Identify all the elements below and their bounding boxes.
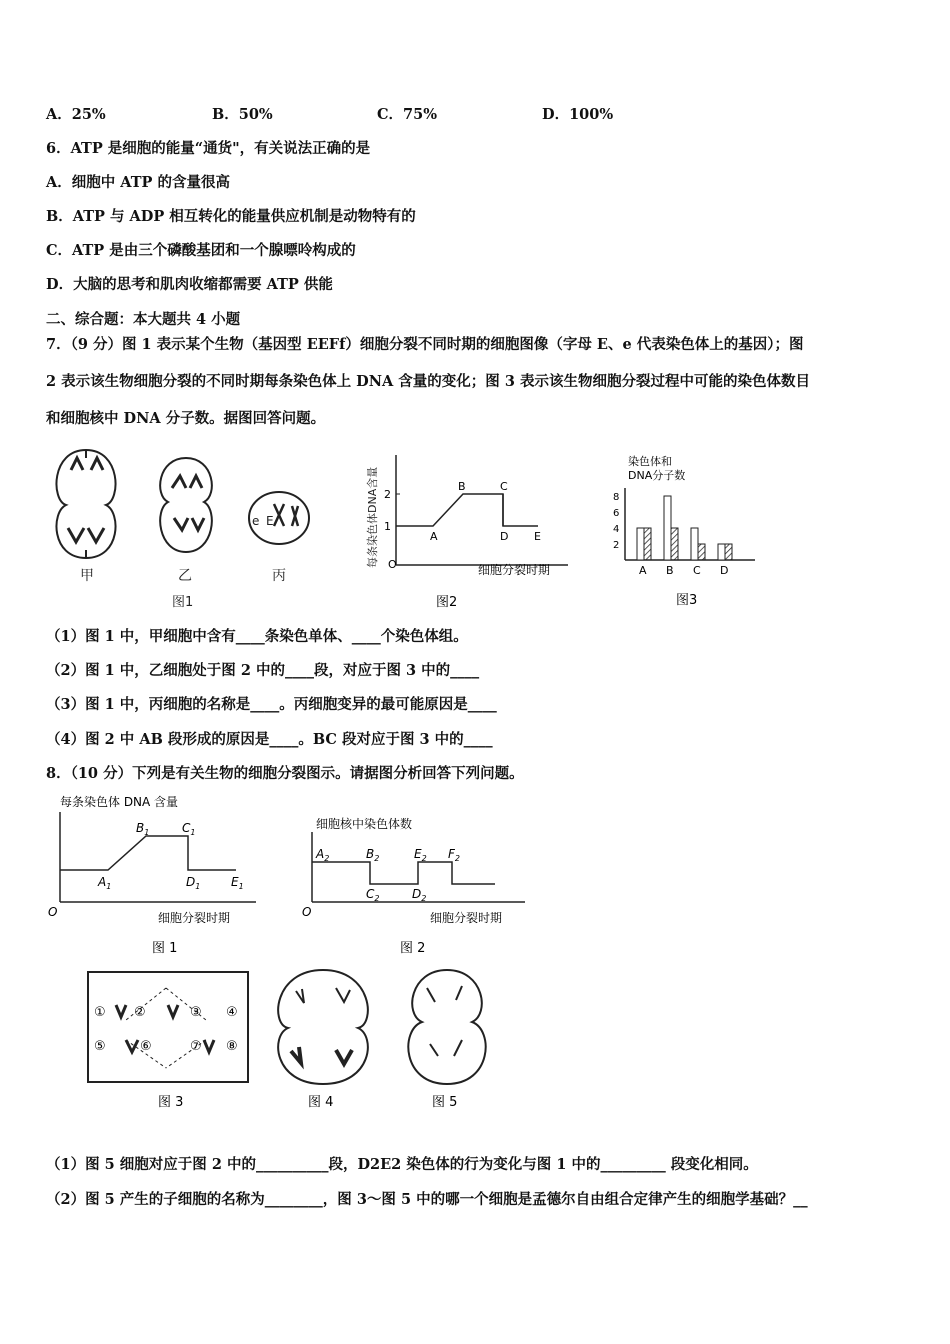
fig3-xtick-D: D — [720, 564, 729, 577]
q8-fig2-point-e: $E_2$ — [414, 847, 427, 863]
q7-stem-line-3: 和细胞核中 DNA 分子数。据图回答问题。 — [46, 410, 326, 427]
q7-fig2-caption: 图2 — [436, 595, 458, 610]
q5-option-b: B．50% — [212, 106, 273, 123]
fig3-bar-D-dna — [725, 544, 732, 560]
fig2-tick-2: 2 — [384, 488, 391, 501]
fig3-label-4: ④ — [226, 1005, 238, 1020]
q8-fig1-point-a: $A_1$ — [98, 875, 112, 891]
fig3-label-5: ⑤ — [94, 1039, 106, 1054]
fig2-ylabel-group — [365, 467, 379, 568]
q8-fig2-caption: 图 2 — [400, 941, 426, 956]
q6-stem: 6．ATP 是细胞的能量“通货"，有关说法正确的是 — [46, 140, 371, 157]
fig2-xlabel: 细胞分裂时期 — [478, 563, 551, 577]
q8-fig2-point-b: $B_2$ — [366, 847, 380, 863]
fig3-ylabel-line-1: 染色体和 — [628, 455, 672, 468]
fig3-label-8: ⑧ — [226, 1039, 238, 1054]
fig3-xtick-C: C — [693, 564, 701, 577]
q5-option-d: D．100% — [542, 106, 614, 123]
q8-sub-1: （1）图 5 细胞对应于图 2 中的__________段，D2E2 染色体的行为变化与图 1 中的_________ 段变化相同。 — [46, 1156, 758, 1173]
fig3-ytick: 2 — [613, 540, 620, 551]
q6-option-a: A．细胞中 ATP 的含量很高 — [46, 174, 230, 191]
q5-option-c: C．75% — [377, 106, 437, 123]
q8-fig2-ylabel: 细胞核中染色体数 — [316, 817, 413, 831]
fig3-bar-A-dna — [644, 528, 651, 560]
fig2-point-b: B — [458, 480, 466, 493]
q8-sub-2: （2）图 5 产生的子细胞的名称为________，图 3～图 5 中的哪一个细胞是孟德尔自由组合定律产生的细胞学基础？__ — [46, 1191, 808, 1208]
fig2-point-a: A — [430, 530, 438, 543]
q8-fig2-xlabel: 细胞分裂时期 — [430, 911, 503, 925]
fig3-label-3: ③ — [190, 1005, 202, 1020]
q7-sub-1: （1）图 1 中，甲细胞中含有____条染色单体、____个染色体组。 — [46, 628, 468, 645]
q6-option-c: C．ATP 是由三个磷酸基团和一个腺嘌呤构成的 — [46, 242, 356, 259]
fig3-bar-B-dna — [671, 528, 678, 560]
fig3-label-7: ⑦ — [190, 1039, 202, 1054]
q8-fig2-point-d: $D_2$ — [412, 887, 427, 903]
q8-fig2-origin: O — [302, 905, 312, 919]
cell-label-yi: 乙 — [178, 568, 192, 584]
q7-stem-line-1: 7．（9 分）图 1 表示某个生物（基因型 EEFf）细胞分裂不同时期的细胞图像（字母 E、e 代表染色体上的基因）；图 — [46, 336, 804, 353]
fig3-ytick: 6 — [613, 508, 620, 519]
fig2-ylabel: 每条染色体DNA含量 — [366, 466, 379, 568]
q8-fig1-xlabel: 细胞分裂时期 — [158, 911, 231, 925]
cell-yi — [160, 458, 212, 552]
fig3-ytick: 4 — [613, 524, 620, 535]
q8-fig1-point-b: $B_1$ — [136, 821, 150, 837]
gene-e-label: e — [252, 514, 260, 528]
q7-fig1-caption: 图1 — [172, 595, 194, 610]
cell-label-jia: 甲 — [80, 568, 94, 584]
fig2-point-c: C — [500, 480, 508, 493]
q6-option-d: D．大脑的思考和肌肉收缩都需要 ATP 供能 — [46, 276, 333, 293]
q8-fig3 — [86, 970, 256, 1115]
fig3-xtick-A: A — [639, 564, 647, 577]
q8-fig1-origin: O — [48, 905, 58, 919]
fig3-bar-D-chromosome — [718, 544, 725, 560]
q8-fig4 — [266, 966, 381, 1116]
q7-stem-line-2: 2 表示该生物细胞分裂的不同时期每条染色体上 DNA 含量的变化；图 3 表示该生物细胞分裂过程中可能的染色体数目 — [46, 373, 810, 390]
q8-fig2-point-f: $F_2$ — [448, 847, 460, 863]
fig3-bar-A-chromosome — [637, 528, 644, 560]
q8-fig2-point-a: $A_2$ — [316, 847, 330, 863]
section-heading: 二、综合题：本大题共 4 小题 — [46, 311, 241, 328]
fig3-label-1: ① — [94, 1005, 106, 1020]
fig2-point-e: E — [534, 530, 541, 543]
q7-sub-3: （3）图 1 中，丙细胞的名称是____。丙细胞变异的最可能原因是____ — [46, 696, 497, 713]
fig3-xtick-B: B — [666, 564, 674, 577]
q8-fig1-caption: 图 1 — [152, 941, 178, 956]
fig3-label-6: ⑥ — [140, 1039, 152, 1054]
fig3-bar-B-chromosome — [664, 496, 671, 560]
q7-sub-2: （2）图 1 中，乙细胞处于图 2 中的____段，对应于图 3 中的____ — [46, 662, 480, 679]
q8-fig5 — [392, 966, 507, 1116]
gene-E-label: E — [266, 514, 274, 528]
q7-fig1 — [46, 440, 336, 615]
q6-option-b: B．ATP 与 ADP 相互转化的能量供应机制是动物特有的 — [46, 208, 416, 225]
q8-fig1-point-c: $C_1$ — [182, 821, 196, 837]
cell-jia — [56, 450, 115, 558]
fig2-origin: O — [388, 558, 397, 571]
fig3-bar-C-dna — [698, 544, 705, 560]
fig2-tick-1: 1 — [384, 520, 391, 533]
fig3-ylabel-line-2: DNA分子数 — [628, 469, 686, 482]
q8-fig4-caption: 图 4 — [308, 1095, 334, 1110]
q7-fig2 — [358, 440, 588, 615]
fig3-bar-C-chromosome — [691, 528, 698, 560]
fig3-ytick: 8 — [613, 492, 620, 503]
q8-fig1-ylabel: 每条染色体 DNA 含量 — [60, 795, 179, 809]
q8-fig1-point-d: $D_1$ — [186, 875, 201, 891]
fig2-point-d: D — [500, 530, 509, 543]
q8-fig2 — [300, 800, 540, 960]
q5-option-a: A．25% — [46, 106, 106, 123]
q7-sub-4: （4）图 2 中 AB 段形成的原因是____。BC 段对应于图 3 中的____ — [46, 731, 493, 748]
q8-fig3-caption: 图 3 — [158, 1095, 184, 1110]
cell-label-bing: 丙 — [272, 568, 286, 584]
q8-fig1-point-e: $E_1$ — [231, 875, 244, 891]
q8-fig1 — [46, 790, 286, 960]
q7-fig3-caption: 图3 — [676, 593, 698, 608]
fig3-label-2: ② — [134, 1005, 146, 1020]
q7-fig3-chart — [610, 448, 770, 615]
q8-stem: 8．（10 分）下列是有关生物的细胞分裂图示。请据图分析回答下列问题。 — [46, 765, 524, 782]
q8-fig5-caption: 图 5 — [432, 1095, 458, 1110]
q8-fig2-point-c: $C_2$ — [366, 887, 380, 903]
